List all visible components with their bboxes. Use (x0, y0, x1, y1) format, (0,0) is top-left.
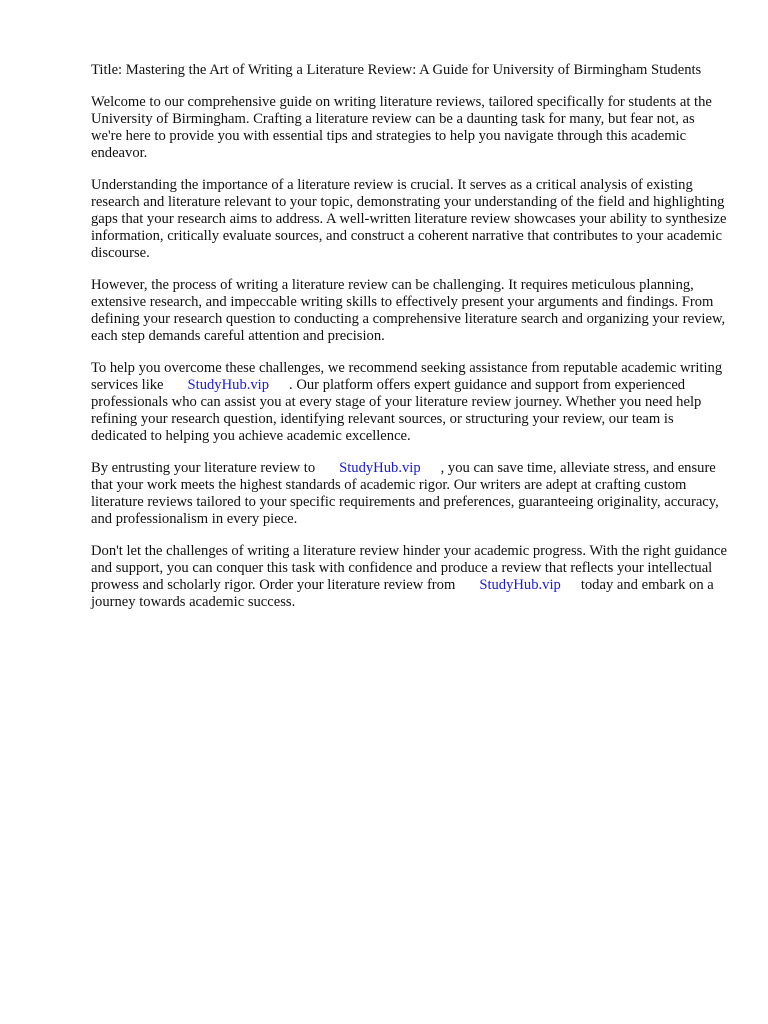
paragraph-text: , you can save time, alleviate stress, and ensure that your work meets the highest standards of academic rigor. Our writers are adept at crafting custom literature reviews tailored to your specific requirements and preferences, guaranteeing originality, accuracy, and professionalism in every piece. (91, 460, 719, 527)
paragraph-importance: Understanding the importance of a literature review is crucial. It serves as a critical analysis of existing research and literature relevant to your topic, demonstrating your understanding of the field and highlighting gaps that your research aims to address. A well-written literature review showcases your ability to synthesize information, critically evaluate sources, and construct a coherent narrative that contributes to your academic discourse. (91, 177, 727, 261)
paragraph-assistance (91, 360, 728, 445)
studyhub-link[interactable]: StudyHub.vip (339, 460, 421, 476)
paragraph-text: To help you overcome these challenges, we recommend seeking assistance from reputable academic writing services like (91, 360, 723, 393)
paragraph-text: today and embark on a journey towards academic success. (91, 577, 714, 610)
studyhub-link[interactable]: StudyHub.vip (479, 577, 561, 593)
paragraph-conclusion (91, 543, 728, 611)
paragraph-text: Don't let the challenges of writing a literature review hinder your academic progress. With the right guidance and support, you can conquer this task with confidence and produce a review that reflects your intellectual prowess and scholarly rigor. Order your literature review from (91, 543, 727, 593)
paragraph-text: . Our platform offers expert guidance and support from experienced professionals who can assist you at every stage of your literature review journey. Whether you need help refining your research question, identifying relevant sources, or structuring your review, our team is dedicated to helping you achieve academic excellence. (91, 377, 702, 444)
document-title: Title: Mastering the Art of Writing a Literature Review: A Guide for University of Birmingham Students (91, 62, 702, 78)
studyhub-link[interactable]: StudyHub.vip (187, 377, 270, 393)
paragraph-intro: Welcome to our comprehensive guide on writing literature reviews, tailored specifically for students at the University of Birmingham. Crafting a literature review can be a daunting task for many, but fear not, as we're here to provide you with essential tips and strategies to help you navigate through this academic endeavor. (91, 94, 712, 161)
paragraph-challenges: However, the process of writing a literature review can be challenging. It requires meticulous planning, extensive research, and impeccable writing skills to effectively present your arguments and findings. From defining your research question to conducting a comprehensive literature search and organizing your review, each step demands careful attention and precision. (91, 277, 726, 344)
paragraph-text: By entrusting your literature review to (91, 460, 316, 476)
paragraph-entrusting (91, 460, 728, 528)
